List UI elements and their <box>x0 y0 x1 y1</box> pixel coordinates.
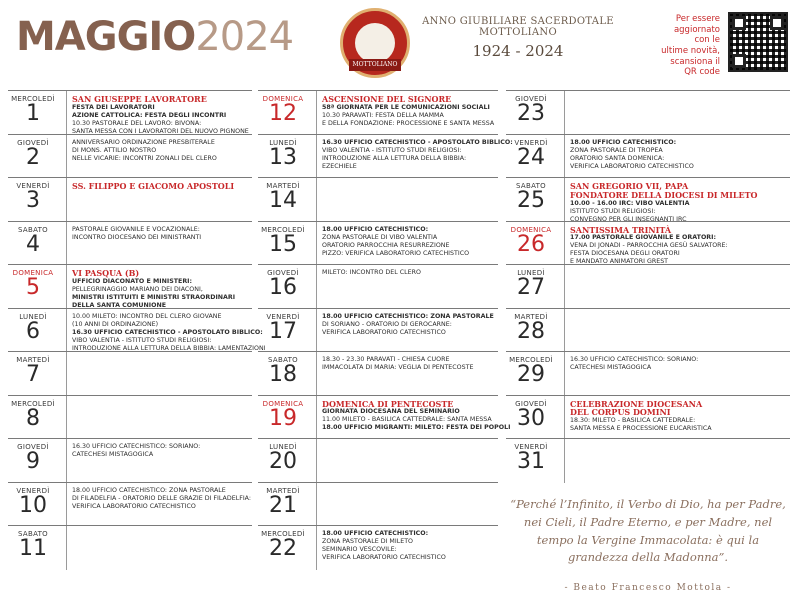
divider <box>316 222 317 266</box>
event-line: E MANDATO ANIMATORI GREST <box>570 258 669 266</box>
weekday-name: SABATO <box>18 225 48 234</box>
day-label <box>8 396 58 430</box>
event-line: VIBO VALENTIA - ISTITUTO STUDI RELIGIOSI: <box>322 146 462 154</box>
month-year: 2024 <box>195 14 294 60</box>
event-title: SS. FILIPPO E GIACOMO APOSTOLI <box>72 181 235 191</box>
event-details <box>322 356 494 372</box>
divider <box>316 396 317 440</box>
event-line: ZONA PASTORALE DI VIBO VALENTIA <box>322 233 438 241</box>
day-label <box>258 309 308 343</box>
day-label <box>506 396 556 430</box>
event-line: INTRODUZIONE ALLA LETTURA DELLA BIBBIA: LAMENTAZIONI <box>72 344 266 352</box>
day-number: 31 <box>517 449 545 474</box>
weekday-name: LUNEDÌ <box>19 312 47 321</box>
event-title: CELEBRAZIONE DIOCESANA <box>570 398 703 409</box>
day-row <box>8 525 252 569</box>
event-details <box>322 95 494 128</box>
day-number: 5 <box>26 275 40 300</box>
event-line: SEMINARIO VESCOVILE: <box>322 546 397 554</box>
day-row <box>8 395 252 439</box>
day-number: 10 <box>19 492 47 518</box>
divider <box>564 309 565 353</box>
promo-line: Per essere <box>675 14 720 24</box>
event-line: 10.00 MILETO: INCONTRO DEL CLERO GIOVANE <box>72 312 222 320</box>
day-row <box>8 221 252 265</box>
day-number: 14 <box>269 188 297 213</box>
event-line: AZIONE CATTOLICA: FESTA DEGLI INCONTRI <box>72 111 227 119</box>
divider <box>316 135 317 179</box>
event-line: E DELLA FONDAZIONE: PROCESSIONE E SANTA MESSA <box>322 119 495 127</box>
divider <box>316 352 317 396</box>
event-details <box>72 226 248 242</box>
day-row <box>258 308 498 352</box>
divider <box>66 309 67 353</box>
day-label <box>258 178 308 212</box>
divider <box>564 396 565 440</box>
qr-code[interactable] <box>728 12 788 72</box>
weekday-name: VENERDÌ <box>514 443 548 451</box>
event-line: 18.30: MILETO - BASILICA CATTEDRALE: <box>570 417 696 425</box>
day-row <box>258 90 498 134</box>
weekday-name: SABATO <box>268 356 298 364</box>
event-title: SANTISSIMA TRINITÀ <box>570 224 672 235</box>
qr-finder <box>732 16 746 30</box>
day-label <box>258 265 308 299</box>
day-label <box>8 309 58 343</box>
day-number: 18 <box>269 362 297 387</box>
day-row <box>8 351 252 395</box>
event-line: 58ª GIORNATA PER LE COMUNICAZIONI SOCIALI <box>322 103 490 111</box>
event-line: VERIFICA LABORATORIO CATECHISTICO <box>322 328 446 336</box>
weekday-name: DOMENICA <box>12 269 54 277</box>
weekday-name: GIOVEDÌ <box>17 138 49 147</box>
day-label <box>8 352 58 386</box>
event-line: CATECHESI MISTAGOGICA <box>570 364 652 372</box>
day-label <box>506 309 556 343</box>
divider <box>66 178 67 222</box>
event-details <box>72 312 266 353</box>
qr-finder <box>770 16 784 30</box>
day-row <box>258 177 498 221</box>
event-line: 18.00 UFFICIO MIGRANTI: MILETO: FESTA DEI POPOLI <box>322 424 511 432</box>
day-number: 21 <box>269 492 297 518</box>
day-row <box>258 134 513 178</box>
day-label <box>8 526 58 560</box>
day-row <box>8 264 252 308</box>
event-line: ZONA PASTORALE DI TROPEA <box>570 146 663 154</box>
day-row <box>506 395 790 439</box>
day-row <box>258 525 498 569</box>
day-label <box>8 483 58 517</box>
day-label <box>506 352 556 386</box>
divider <box>66 483 67 527</box>
event-line: UFFICIO DIACONATO E MINISTERI: <box>72 277 193 285</box>
weekday-name: MARTEDÌ <box>266 182 300 190</box>
event-line: PELLEGRINAGGIO MARIANO DEI DIACONI, <box>72 285 203 293</box>
event-details <box>570 226 786 267</box>
event-details <box>72 443 248 459</box>
weekday-name: LUNEDÌ <box>269 443 297 451</box>
qr-promo-text <box>644 14 720 78</box>
weekday-name: MARTEDÌ <box>266 486 300 495</box>
day-number: 12 <box>269 101 297 126</box>
promo-line: con le <box>694 35 720 46</box>
weekday-name: MERCOLEDÌ <box>261 225 305 234</box>
day-row <box>258 264 498 308</box>
day-label <box>506 135 556 169</box>
event-line: FESTA DIOCESANA DEGLI ORATORI <box>570 250 680 258</box>
event-title: SAN GREGORIO VII, PAPA <box>570 181 689 191</box>
weekday-name: GIOVEDÌ <box>515 399 547 408</box>
event-line: 10.30 PASTORALE DEL LAVORO: BIVONA: <box>72 119 202 127</box>
day-row <box>258 438 498 482</box>
day-row <box>258 351 498 395</box>
quote-text: “Perché l’Infinito, il Verbo di Dio, ha per Padre, nei Cieli, il Padre Eterno, e per Madre, nel tempo la Vergine Immacolata: è qui la grandezza della Madonna”. <box>510 497 786 565</box>
event-line: DI MONS. ATTILIO NOSTRO <box>72 146 157 154</box>
event-details <box>570 356 786 372</box>
event-line: ZONA PASTORALE DI MILETO <box>322 538 413 546</box>
weekday-name: LUNEDÌ <box>517 269 545 277</box>
event-title: VI PASQUA (B) <box>72 268 140 278</box>
day-number: 19 <box>269 405 297 431</box>
event-line: 18.00 UFFICIO CATECHISTICO: ZONA PASTORALE <box>72 486 226 494</box>
divider <box>316 526 317 570</box>
promo-line: QR code <box>684 67 720 78</box>
event-line: VIBO VALENTIA - ISTITUTO STUDI RELIGIOSI: <box>72 336 212 344</box>
event-details <box>72 139 248 163</box>
day-label <box>8 265 58 299</box>
event-line: INCONTRO DIOCESANO DEI MINISTRANTI <box>72 233 202 241</box>
day-number: 17 <box>269 318 297 344</box>
divider <box>316 265 317 309</box>
weekday-name: MERCOLEDÌ <box>509 356 553 364</box>
event-details <box>72 95 248 136</box>
event-line: ORATORIO PARROCCHIA RESURREZIONE <box>322 241 450 249</box>
weekday-name: DOMENICA <box>510 225 552 234</box>
divider <box>316 483 317 527</box>
day-row <box>506 134 790 178</box>
day-label <box>8 91 58 125</box>
quote-author: - Beato Francesco Mottola - <box>564 583 732 593</box>
event-line: VERIFICA LABORATORIO CATECHISTICO <box>322 554 446 562</box>
day-number: 15 <box>269 231 297 257</box>
event-details <box>322 398 511 433</box>
event-line: EZECHIELE <box>322 162 357 170</box>
event-line: ORATORIO SANTA DOMENICA: <box>570 154 665 162</box>
divider <box>564 91 565 135</box>
event-line: 18.00 UFFICIO CATECHISTICO: ZONA PASTORALE <box>322 312 494 320</box>
event-line: 16.30 UFFICIO CATECHISTICO - APOSTOLATO BIBLICO: <box>322 138 513 146</box>
event-line: 11.00 MILETO - BASILICA CATTEDRALE: SANTA MESSA <box>322 416 492 424</box>
divider <box>564 222 565 266</box>
day-row <box>506 177 790 221</box>
day-number: 29 <box>517 362 545 387</box>
event-line: CONVEGNO PER GLI INSEGNANTI IRC <box>570 215 687 223</box>
day-label <box>506 91 556 125</box>
header-title-line2: 1924 - 2024 <box>472 42 564 60</box>
day-number: 2 <box>26 144 40 170</box>
divider <box>66 222 67 266</box>
qr-finder <box>732 54 746 68</box>
event-details <box>72 269 248 310</box>
day-label <box>258 135 308 169</box>
event-details <box>570 139 786 171</box>
divider <box>316 439 317 483</box>
day-row <box>258 221 498 265</box>
event-line: 18.00 UFFICIO CATECHISTICO: <box>570 138 677 146</box>
day-label <box>8 222 58 256</box>
weekday-name: VENERDÌ <box>514 138 548 147</box>
month-name: MAGGIO <box>16 14 196 60</box>
day-label <box>258 352 308 386</box>
divider <box>564 265 565 309</box>
weekday-name: MERCOLEDÌ <box>11 399 55 408</box>
day-number: 13 <box>269 144 297 170</box>
promo-line: ultime novità, <box>661 45 720 56</box>
day-label <box>8 135 58 169</box>
day-number: 20 <box>269 449 297 474</box>
event-line: VENA DI JONADI - PARROCCHIA GESÙ SALVATORE: <box>570 242 728 250</box>
day-label <box>8 439 58 473</box>
event-line: NELLE VICARIE: INCONTRI ZONALI DEL CLERO <box>72 154 217 162</box>
weekday-name: GIOVEDÌ <box>267 269 299 277</box>
weekday-name: LUNEDÌ <box>269 138 297 147</box>
event-line: DI SORIANO - ORATORIO DI GEROCARNE: <box>322 320 452 328</box>
weekday-name: GIOVEDÌ <box>17 443 49 451</box>
event-line: SANTA MESSA E PROCESSIONE EUCARISTICA <box>570 425 712 433</box>
month-title <box>16 14 293 60</box>
event-line: 10.30 PARAVATI: FESTA DELLA MAMMA <box>322 111 444 119</box>
divider <box>66 526 67 570</box>
event-details <box>322 138 513 171</box>
day-row <box>506 264 790 308</box>
event-title: DOMENICA DI PENTECOSTE <box>322 398 454 409</box>
weekday-name: DOMENICA <box>262 399 304 408</box>
event-line: VERIFICA LABORATORIO CATECHISTICO <box>72 502 196 510</box>
day-number: 8 <box>26 405 40 431</box>
day-number: 30 <box>517 405 545 431</box>
jubilee-seal-logo <box>340 8 410 78</box>
divider <box>316 178 317 222</box>
event-title: DEL CORPUS DOMINI <box>570 407 671 418</box>
divider <box>564 439 565 483</box>
day-row <box>506 221 790 265</box>
divider <box>564 178 565 222</box>
day-number: 24 <box>517 144 545 170</box>
day-number: 1 <box>26 101 40 126</box>
event-title: FONDATORE DELLA DIOCESI DI MILETO <box>570 189 758 200</box>
day-number: 25 <box>517 188 545 213</box>
event-details <box>72 486 251 511</box>
divider <box>564 135 565 179</box>
event-line: PIZZO: VERIFICA LABORATORIO CATECHISTICO <box>322 249 470 257</box>
event-details <box>72 182 248 191</box>
weekday-name: VENERDÌ <box>266 312 300 321</box>
event-line: DELLA SANTA COMUNIONE <box>72 301 167 309</box>
day-label <box>506 439 556 473</box>
day-label <box>258 91 308 125</box>
event-details <box>322 269 494 277</box>
day-row <box>8 134 252 178</box>
weekday-name: DOMENICA <box>262 95 304 103</box>
divider <box>66 135 67 179</box>
event-line: FESTA DEI LAVORATORI <box>72 103 155 111</box>
divider <box>66 91 67 135</box>
day-label <box>258 396 308 430</box>
event-line: 18.30 - 23.30 PARAVATI - CHIESA CUORE <box>322 356 450 363</box>
weekday-name: GIOVEDÌ <box>515 95 547 103</box>
event-details <box>570 182 786 224</box>
day-label <box>258 439 308 473</box>
weekday-name: SABATO <box>18 530 48 538</box>
day-row <box>506 438 790 482</box>
day-row <box>8 438 252 482</box>
day-number: 28 <box>517 318 545 344</box>
day-number: 7 <box>26 362 40 387</box>
day-number: 22 <box>269 536 297 561</box>
day-row <box>506 351 790 395</box>
day-number: 16 <box>269 275 297 300</box>
day-number: 9 <box>26 449 40 474</box>
event-line: GIORNATA DIOCESANA DEL SEMINARIO <box>322 408 460 416</box>
promo-line: scansiona il <box>670 56 720 67</box>
event-details <box>322 226 494 258</box>
event-line: DI FILADELFIA - ORATORIO DELLE GRAZIE DI FILADELFIA: <box>72 494 251 502</box>
event-line: 10.00 - 16.00 IRC: VIBO VALENTIA <box>570 199 690 207</box>
header-title <box>418 16 618 60</box>
event-line: MILETO: INCONTRO DEL CLERO <box>322 269 421 276</box>
event-line: MINISTRI ISTITUITI E MINISTRI STRAORDINARI <box>72 293 236 301</box>
weekday-name: VENERDÌ <box>16 486 50 495</box>
day-row <box>506 90 790 134</box>
weekday-name: MARTEDÌ <box>16 356 50 364</box>
day-row <box>8 482 252 526</box>
weekday-name: MARTEDÌ <box>514 312 548 321</box>
day-row <box>8 177 252 221</box>
day-label <box>8 178 58 212</box>
day-label <box>506 265 556 299</box>
event-line: 18.00 UFFICIO CATECHISTICO: <box>322 530 429 537</box>
weekday-name: MERCOLEDÌ <box>11 95 55 103</box>
event-line: 17.00 PASTORALE GIOVANILE E ORATORI: <box>570 234 717 242</box>
event-line: ANNIVERSARIO ORDINAZIONE PRESBITERALE <box>72 138 215 146</box>
day-number: 23 <box>517 101 545 126</box>
divider <box>316 91 317 135</box>
event-title: SAN GIUSEPPE LAVORATORE <box>72 94 207 104</box>
day-label <box>506 222 556 256</box>
day-row <box>258 395 511 439</box>
header-title-line1: ANNO GIUBILIARE SACERDOTALE MOTTOLIANO <box>422 16 614 38</box>
weekday-name: SABATO <box>516 182 546 190</box>
divider <box>66 352 67 396</box>
event-line: 18.00 UFFICIO CATECHISTICO: <box>322 225 429 233</box>
day-label <box>258 483 308 517</box>
day-number: 6 <box>26 318 40 344</box>
day-number: 3 <box>26 188 40 213</box>
event-title: ASCENSIONE DEL SIGNORE <box>322 94 452 104</box>
event-line: CATECHESI MISTAGOGICA <box>72 451 154 459</box>
day-number: 27 <box>517 275 545 300</box>
day-number: 4 <box>26 231 40 257</box>
day-row <box>506 308 790 352</box>
event-line: 16.30 UFFICIO CATECHISTICO - APOSTOLATO BIBLICO: <box>72 328 263 336</box>
seal-band: MOTTOLIANO <box>349 59 401 71</box>
weekday-name: VENERDÌ <box>16 182 50 190</box>
event-line: 16.30 UFFICIO CATECHISTICO: SORIANO: <box>72 443 201 450</box>
day-label <box>258 222 308 256</box>
day-number: 11 <box>19 536 47 561</box>
event-details <box>322 313 494 337</box>
divider <box>66 396 67 440</box>
weekday-name: MERCOLEDÌ <box>261 530 305 538</box>
event-line: IMMACOLATA DI MARIA: VEGLIA DI PENTECOSTE <box>322 364 474 372</box>
event-line: INTRODUZIONE ALLA LETTURA DELLA BIBBIA: <box>322 154 467 162</box>
event-line: SANTA MESSA CON I LAVORATORI DEL NUOVO PIGNONE <box>72 127 249 135</box>
event-details <box>322 530 494 562</box>
day-number: 26 <box>517 231 545 257</box>
seal-portrait <box>355 23 395 63</box>
day-row <box>8 308 266 352</box>
event-line: VERIFICA LABORATORIO CATECHISTICO <box>570 162 694 170</box>
day-row <box>8 90 252 134</box>
day-row <box>258 482 498 526</box>
event-line: ISTITUTO STUDI RELIGIOSI: <box>570 207 656 215</box>
promo-line: aggiornato <box>673 24 720 35</box>
day-label <box>258 526 308 560</box>
divider <box>66 265 67 309</box>
event-line: 16.30 UFFICIO CATECHISTICO: SORIANO: <box>570 356 699 363</box>
divider <box>316 309 317 353</box>
event-details <box>570 400 786 434</box>
divider <box>564 352 565 396</box>
divider <box>66 439 67 483</box>
event-line: (10 ANNI DI ORDINAZIONE) <box>72 320 159 328</box>
event-line: PASTORALE GIOVANILE E VOCAZIONALE: <box>72 225 200 233</box>
day-label <box>506 178 556 212</box>
